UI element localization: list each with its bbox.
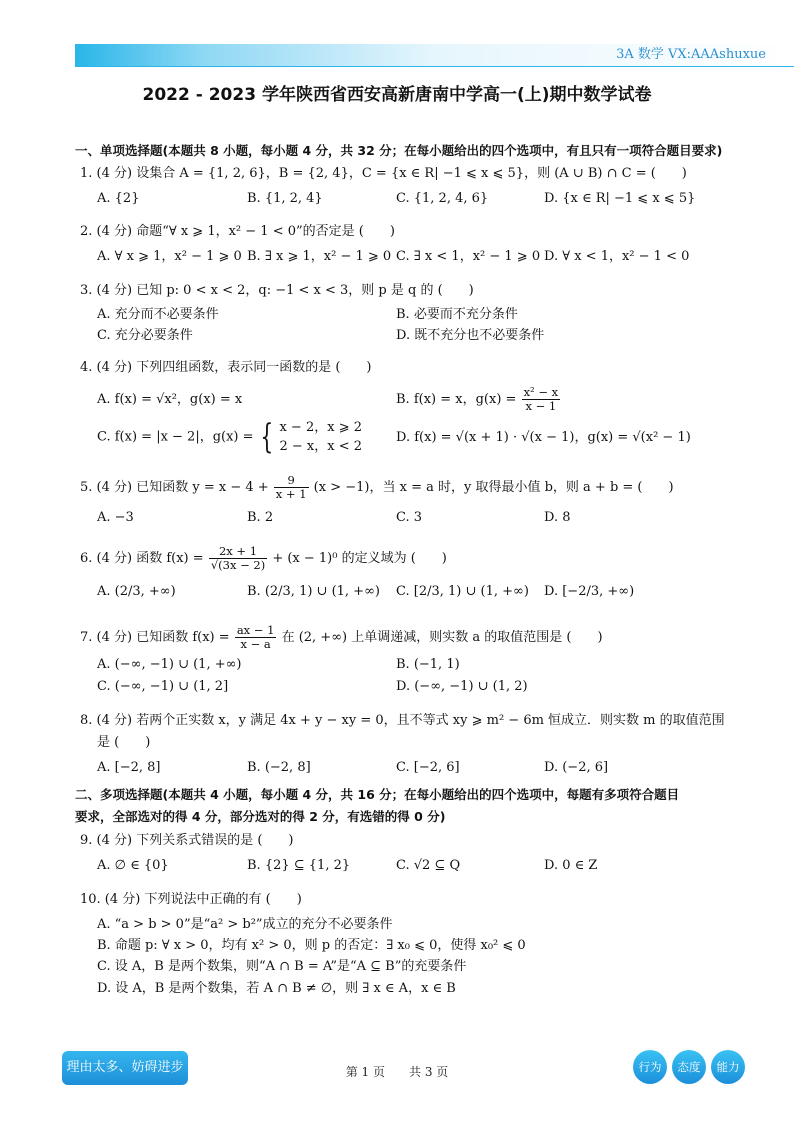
question-2-stem: 2. (4 分) 命题“∀ x ⩾ 1，x² − 1 < 0”的否定是 ( ) <box>80 224 395 239</box>
q5-denominator: x + 1 <box>275 487 307 501</box>
q7-denominator: x − a <box>240 637 271 651</box>
q1-option-a: A. {2} <box>97 191 140 206</box>
q6-stem-pre: 6. (4 分) 函数 f(x) = <box>80 551 204 566</box>
q5-option-b: B. 2 <box>247 510 274 525</box>
question-9-stem: 9. (4 分) 下列关系式错误的是 ( ) <box>80 833 294 848</box>
footer-badge-attitude: 态度 <box>672 1050 706 1084</box>
q6-option-b: B. (2/3, 1) ∪ (1, +∞) <box>247 584 380 599</box>
q4-option-d: D. f(x) = √(x + 1) · √(x − 1)，g(x) = √(x² − 1) <box>396 430 691 445</box>
q5-option-a: A. −3 <box>97 510 134 525</box>
q2-option-a: A. ∀ x ⩾ 1，x² − 1 ⩾ 0 <box>97 249 242 264</box>
q4-option-b-fraction <box>522 386 561 413</box>
q8-option-a: A. [−2, 8] <box>97 760 161 775</box>
q2-option-b: B. ∃ x ⩾ 1，x² − 1 ⩾ 0 <box>247 249 392 264</box>
q6-stem-post: + (x − 1)⁰ 的定义域为 ( ) <box>272 551 447 566</box>
question-8-stem-line-1: 8. (4 分) 若两个正实数 x，y 满足 4x + y − xy = 0，且不等式 xy ⩾ m² − 6m 恒成立．则实数 m 的取值范围 <box>80 713 725 728</box>
q3-option-d: D. 既不充分也不必要条件 <box>396 328 545 343</box>
q5-option-d: D. 8 <box>544 510 571 525</box>
q8-option-d: D. (−2, 6] <box>544 760 609 775</box>
q10-option-d: D. 设 A，B 是两个数集，若 A ∩ B ≠ ∅，则 ∃ x ∈ A，x ∈ B <box>97 981 456 996</box>
section-heading-multi-choice: 二、多项选择题(本题共 4 小题，每小题 4 分，共 16 分；在每小题给出的四个选项中，每题有多项符合题目 <box>75 787 680 802</box>
q7-option-d: D. (−∞, −1) ∪ (1, 2) <box>396 679 528 694</box>
q8-option-b: B. (−2, 8] <box>247 760 311 775</box>
q9-option-a: A. ∅ ∈ {0} <box>97 858 169 873</box>
q6-option-c: C. [2/3, 1) ∪ (1, +∞) <box>396 584 529 599</box>
q9-option-b: B. {2} ⊆ {1, 2} <box>247 858 351 873</box>
q6-option-a: A. (2/3, +∞) <box>97 584 176 599</box>
question-7-stem <box>80 624 603 651</box>
q2-option-c: C. ∃ x < 1，x² − 1 ⩾ 0 <box>396 249 541 264</box>
question-1-stem: 1. (4 分) 设集合 A = {1, 2, 6}，B = {2, 4}，C = {x ∈ R| −1 ⩽ x ⩽ 5}，则 (A ∪ B) ∩ C = ( ) <box>80 166 687 181</box>
q10-option-a: A. “a > b > 0”是“a² > b²”成立的充分不必要条件 <box>97 917 393 932</box>
section-heading-multi-choice-cont: 要求，全部选对的得 4 分，部分选对的得 2 分，有选错的得 0 分) <box>75 809 446 824</box>
q5-numerator: 9 <box>274 474 309 488</box>
q6-fraction <box>209 545 267 572</box>
q4-option-b <box>396 386 561 413</box>
footer-motto-badge: 理由太多、妨碍进步 <box>62 1051 188 1085</box>
q4-option-c <box>97 418 362 456</box>
q9-option-d: D. 0 ∈ Z <box>544 858 598 873</box>
q1-option-c: C. {1, 2, 4, 6} <box>396 191 489 206</box>
section-heading-single-choice: 一、单项选择题(本题共 8 小题，每小题 4 分，共 32 分；在每小题给出的四个选项中，有且只有一项符合题目要求) <box>75 143 723 158</box>
footer-badge-behavior: 行为 <box>633 1050 667 1084</box>
question-10-stem: 10. (4 分) 下列说法中正确的有 ( ) <box>80 892 302 907</box>
page-number: 第 1 页 共 3 页 <box>345 1065 449 1079</box>
q4-c-case-1: x − 2，x ⩾ 2 <box>279 420 362 435</box>
q4-option-b-prefix: B. f(x) = x，g(x) = <box>396 392 517 407</box>
q3-option-a: A. 充分而不必要条件 <box>97 307 219 322</box>
q4-option-a: A. f(x) = √x²，g(x) = x <box>97 392 243 407</box>
q5-option-c: C. 3 <box>396 510 423 525</box>
q5-stem-post: (x > −1)，当 x = a 时，y 取得最小值 b，则 a + b = ( ) <box>313 480 674 495</box>
q8-option-c: C. [−2, 6] <box>396 760 460 775</box>
q4-b-numerator: x² − x <box>523 385 559 399</box>
q6-numerator: 2x + 1 <box>209 545 267 559</box>
q7-stem-pre: 7. (4 分) 已知函数 f(x) = <box>80 630 230 645</box>
brace-symbol: { <box>260 417 273 457</box>
q4-c-case-2: 2 − x，x < 2 <box>279 439 362 454</box>
page-title: 2022 - 2023 学年陕西省西安高新唐南中学高一(上)期中数学试卷 <box>142 85 652 105</box>
header-rule <box>75 66 794 67</box>
question-5-stem <box>80 474 674 501</box>
q5-fraction <box>274 474 309 501</box>
q7-fraction <box>235 624 277 651</box>
question-8-stem-line-2: 是 ( ) <box>97 735 151 750</box>
q3-option-c: C. 充分必要条件 <box>97 328 193 343</box>
q10-option-b: B. 命题 p: ∀ x > 0，均有 x² > 0，则 p 的否定：∃ x₀ ⩽ 0，使得 x₀² ⩽ 0 <box>97 938 526 953</box>
q4-option-c-cases <box>279 418 362 456</box>
q7-option-c: C. (−∞, −1) ∪ (1, 2] <box>97 679 229 694</box>
question-6-stem <box>80 545 447 572</box>
q10-option-c: C. 设 A，B 是两个数集，则“A ∩ B = A”是“A ⊆ B”的充要条件 <box>97 959 467 974</box>
q3-option-b: B. 必要而不充分条件 <box>396 307 518 322</box>
q1-option-b: B. {1, 2, 4} <box>247 191 323 206</box>
header-brand: 3A 数学 VX:AAAshuxue <box>616 47 766 62</box>
question-4-stem: 4. (4 分) 下列四组函数，表示同一函数的是 ( ) <box>80 360 372 375</box>
q7-option-a: A. (−∞, −1) ∪ (1, +∞) <box>97 657 242 672</box>
q5-stem-pre: 5. (4 分) 已知函数 y = x − 4 + <box>80 480 269 495</box>
q4-option-c-prefix: C. f(x) = |x − 2|，g(x) = <box>97 429 254 445</box>
question-3-stem: 3. (4 分) 已知 p: 0 < x < 2，q: −1 < x < 3，则 p 是 q 的 ( ) <box>80 283 474 298</box>
q9-option-c: C. √2 ⊆ Q <box>396 858 461 873</box>
q7-option-b: B. (−1, 1) <box>396 657 460 672</box>
q6-denominator: √(3x − 2) <box>210 558 266 572</box>
footer-badge-ability: 能力 <box>711 1050 745 1084</box>
q7-stem-post: 在 (2, +∞) 上单调递减，则实数 a 的取值范围是 ( ) <box>281 630 603 645</box>
q1-option-d: D. {x ∈ R| −1 ⩽ x ⩽ 5} <box>544 191 696 206</box>
q6-option-d: D. [−2/3, +∞) <box>544 584 635 599</box>
q2-option-d: D. ∀ x < 1，x² − 1 < 0 <box>544 249 690 264</box>
q7-numerator: ax − 1 <box>236 623 275 637</box>
q4-b-denominator: x − 1 <box>525 399 557 413</box>
